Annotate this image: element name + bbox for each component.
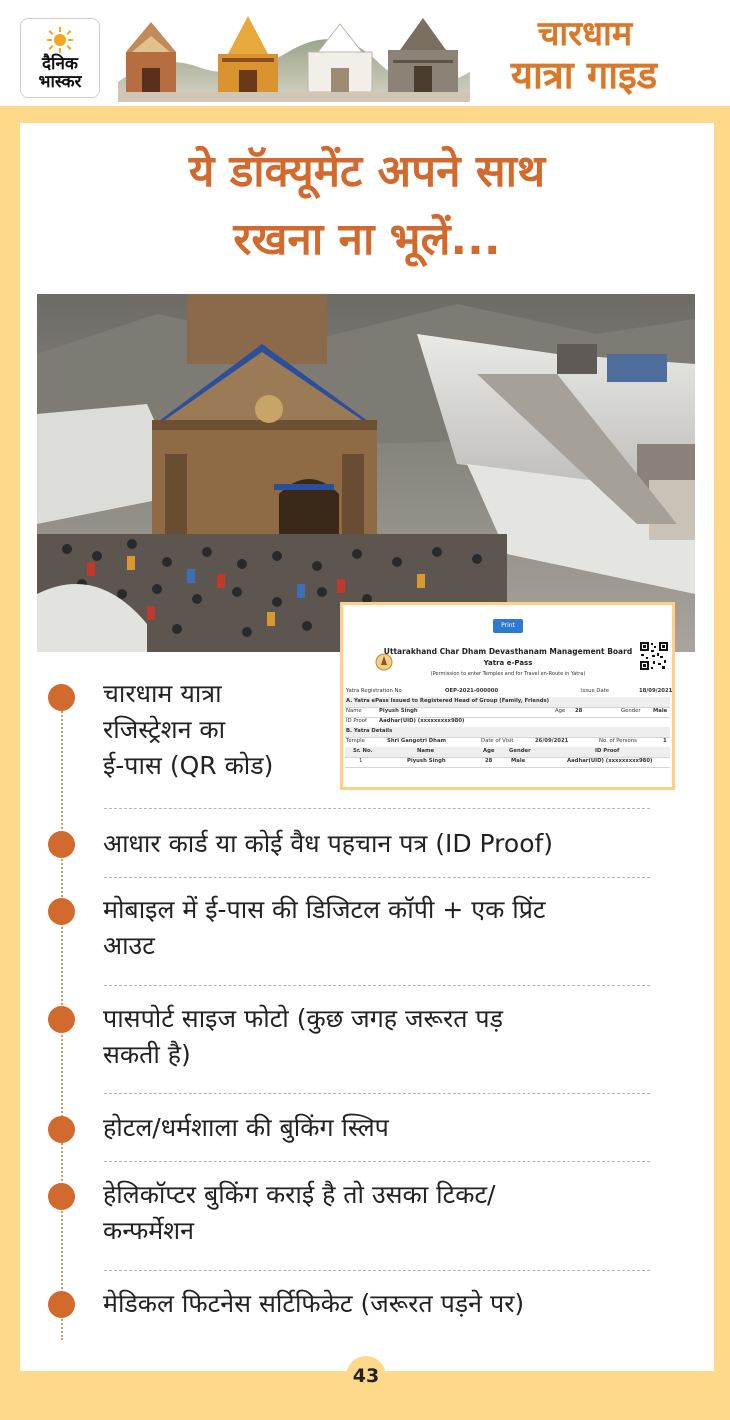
epass-heading: Yatra e-Pass bbox=[483, 659, 533, 667]
epass-col-gender: Gender bbox=[509, 748, 531, 754]
bullet-dot bbox=[48, 1006, 75, 1033]
epass-persons-label: No. of Persons bbox=[599, 738, 637, 744]
list-item-line: चारधाम यात्रा bbox=[103, 679, 222, 708]
list-item-line: आउट bbox=[103, 931, 155, 960]
epass-section-b: B. Yatra Details bbox=[346, 728, 393, 734]
kedarnath-temple-photo bbox=[37, 294, 695, 652]
epass-age-label: Age bbox=[555, 708, 566, 714]
epass-name-label: Name bbox=[346, 708, 362, 714]
list-item-line: होटल/धर्मशाला की बुकिंग स्लिप bbox=[103, 1113, 389, 1142]
divider bbox=[104, 808, 650, 809]
chardham-temples-illustration bbox=[118, 12, 470, 102]
epass-id-label: ID Proof bbox=[346, 718, 367, 724]
epass-temple-label: Temple bbox=[346, 738, 365, 744]
epass-col-sr: Sr. No. bbox=[353, 748, 373, 754]
divider bbox=[104, 877, 650, 878]
qr-code-icon bbox=[639, 641, 669, 671]
epass-issue-date: 18/09/2021 bbox=[639, 688, 673, 694]
list-item-line: ई-पास (QR कोड) bbox=[103, 751, 274, 780]
page-title-line1: ये डॉक्यूमेंट अपने साथ bbox=[188, 146, 546, 197]
epass-board-name: Uttarakhand Char Dham Devasthanam Management Board bbox=[383, 647, 633, 656]
bullet-dot bbox=[48, 1183, 75, 1210]
divider bbox=[104, 985, 650, 986]
logo-text-line1: दैनिक bbox=[42, 54, 78, 74]
list-item-line: पासपोर्ट साइज फोटो (कुछ जगह जरूरत पड़ bbox=[103, 1004, 503, 1033]
list-item-line: आधार कार्ड या कोई वैध पहचान पत्र (ID Proof) bbox=[103, 829, 554, 858]
epass-reg-no: OEP-2021-000000 bbox=[445, 688, 499, 694]
bullet-dot bbox=[48, 1116, 75, 1143]
epass-col-name: Name bbox=[417, 748, 435, 754]
list-item-line: कन्फर्मेशन bbox=[103, 1216, 195, 1245]
divider bbox=[104, 1270, 650, 1271]
page-title-line2: रखना ना भूलें... bbox=[233, 214, 501, 265]
list-item-mobile-copy bbox=[103, 892, 546, 964]
list-item-line: हेलिकॉप्टर बुकिंग कराई है तो उसका टिकट/ bbox=[103, 1180, 496, 1209]
divider bbox=[104, 1161, 650, 1162]
bullet-dot bbox=[48, 898, 75, 925]
bullet-dot bbox=[48, 684, 75, 711]
epass-temple: Shri Gangotri Dham bbox=[387, 738, 447, 744]
page-title bbox=[20, 138, 714, 274]
list-item-line: सकती है) bbox=[103, 1040, 191, 1069]
epass-gender: Male bbox=[653, 708, 668, 714]
epass-print-button[interactable]: Print bbox=[493, 619, 523, 633]
epass-name: Piyush Singh bbox=[379, 708, 418, 714]
brand-title-line2: यात्रा गाइड bbox=[510, 53, 658, 97]
divider bbox=[104, 1093, 650, 1094]
list-item-epass bbox=[103, 676, 273, 784]
list-item-line: रजिस्ट्रेशन का bbox=[103, 715, 226, 744]
logo-text-line2: भास्कर bbox=[38, 72, 82, 92]
epass-persons: 1 bbox=[663, 738, 667, 744]
epass-col-age: Age bbox=[483, 748, 495, 754]
epass-id-value: Aadhar(UID) (xxxxxxxxx980) bbox=[379, 718, 465, 724]
epass-gender-label: Gender bbox=[621, 708, 641, 714]
list-item-helicopter bbox=[103, 1177, 495, 1249]
list-item-line: मोबाइल में ई-पास की डिजिटल कॉपी + एक प्रिंट bbox=[103, 895, 546, 924]
dainik-bhaskar-logo[interactable] bbox=[20, 18, 100, 98]
list-item-hotel-slip bbox=[103, 1110, 389, 1146]
epass-cell-gender: Male bbox=[511, 758, 526, 764]
epass-table-row bbox=[345, 757, 670, 768]
epass-cell-id: Aadhar(UID) (xxxxxxxxx980) bbox=[567, 758, 653, 764]
epass-col-id: ID Proof bbox=[595, 748, 620, 754]
header-banner bbox=[0, 0, 730, 106]
epass-issue-label: Issue Date bbox=[581, 688, 610, 694]
bullet-dot bbox=[48, 1291, 75, 1318]
epass-cell-age: 28 bbox=[485, 758, 493, 764]
epass-cell-name: Piyush Singh bbox=[407, 758, 446, 764]
sun-icon bbox=[47, 27, 73, 53]
list-item-line: मेडिकल फिटनेस सर्टिफिकेट (जरूरत पड़ने पर) bbox=[103, 1289, 525, 1318]
epass-cell-sr: 1 bbox=[359, 758, 363, 764]
bullet-dot bbox=[48, 831, 75, 858]
epass-section-a: A. Yatra ePass Issued to Registered Head of Group (Family, Friends) bbox=[346, 698, 550, 704]
epass-age: 28 bbox=[575, 708, 583, 714]
list-item-photo bbox=[103, 1001, 503, 1073]
brand-title-line1: चारधाम bbox=[537, 14, 633, 54]
list-item-medical bbox=[103, 1286, 524, 1322]
list-item-id-proof bbox=[103, 826, 553, 862]
page-number: 43 bbox=[346, 1356, 386, 1396]
epass-permission-text: (Permission to enter Temples and for Travel en-Route in Yatra) bbox=[430, 671, 586, 677]
epass-reg-label: Yatra Registration No bbox=[346, 688, 402, 694]
epass-document-image bbox=[340, 602, 675, 790]
epass-visit-date: 26/09/2021 bbox=[535, 738, 569, 744]
epass-visit-label: Date of Visit bbox=[481, 738, 514, 744]
